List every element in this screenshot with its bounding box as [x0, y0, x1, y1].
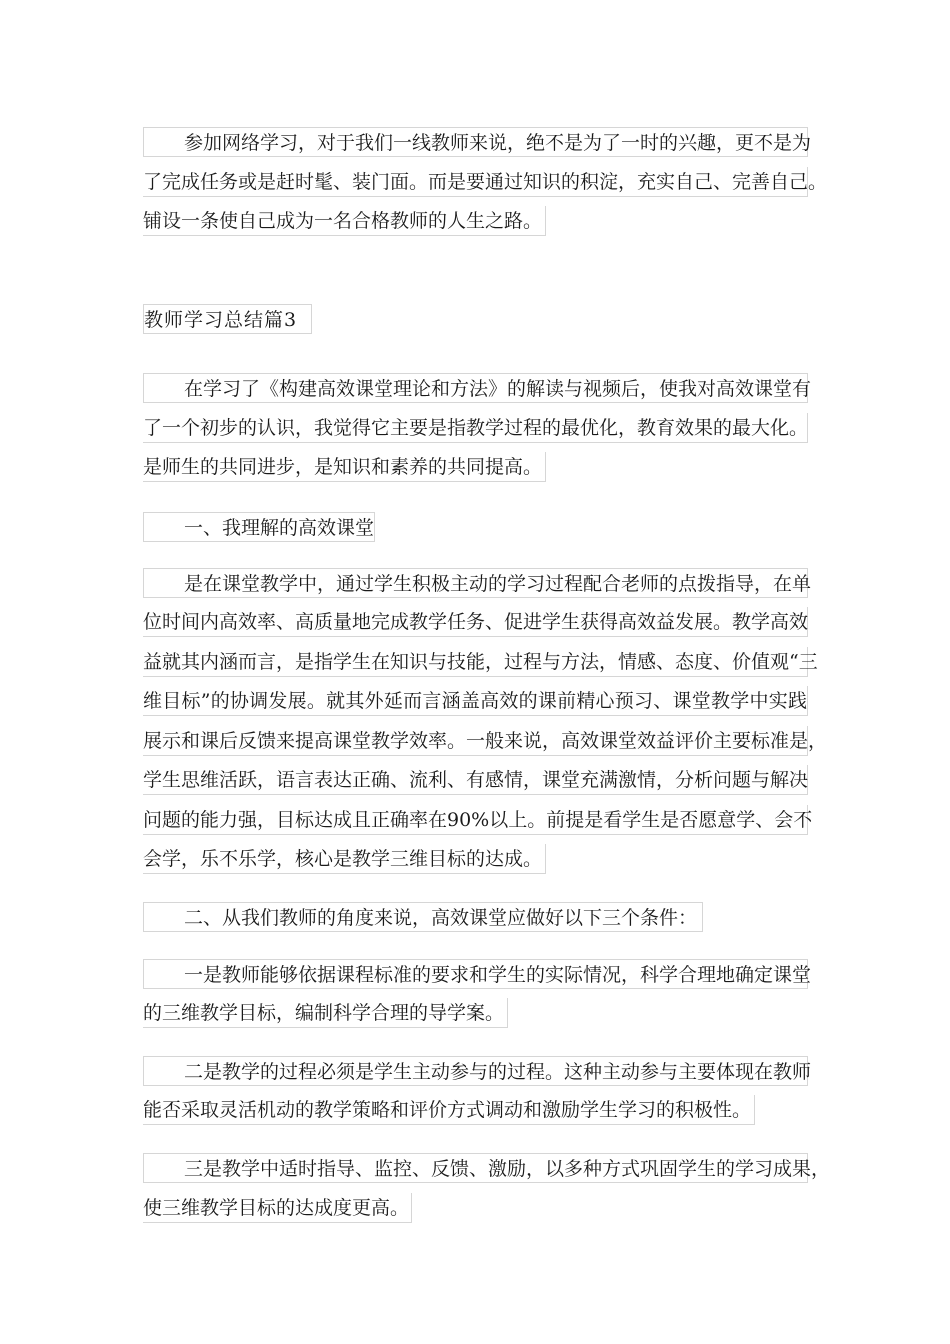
- paragraph-7-line-1: 二是教学的过程必须是学生主动参与的过程。这种主动参与主要体现在教师: [143, 1056, 808, 1086]
- paragraph-2-line-3: 是师生的共同进步，是知识和素养的共同提高。: [143, 452, 546, 482]
- paragraph-1-line-2: 了完成任务或是赶时髦、装门面。而是要通过知识的积淀，充实自己、完善自己。: [143, 167, 808, 197]
- paragraph-1-line-1: 参加网络学习，对于我们一线教师来说，绝不是为了一时的兴趣，更不是为: [143, 127, 808, 157]
- paragraph-1-line-3: 铺设一条使自己成为一名合格教师的人生之路。: [143, 206, 546, 236]
- paragraph-4-line-1: 是在课堂教学中，通过学生积极主动的学习过程配合老师的点拨指导，在单: [143, 568, 808, 598]
- paragraph-2-line-2: 了一个初步的认识，我觉得它主要是指教学过程的最优化，教育效果的最大化。: [143, 413, 808, 443]
- paragraph-4-line-3: 益就其内涵而言，是指学生在知识与技能，过程与方法，情感、态度、价值观“三: [143, 647, 808, 677]
- paragraph-7-line-2: 能否采取灵活机动的教学策略和评价方式调动和激励学生学习的积极性。: [143, 1095, 755, 1125]
- section-heading: 教师学习总结篇3: [143, 304, 312, 334]
- paragraph-4-line-7: 问题的能力强，目标达成且正确率在90%以上。前提是看学生是否愿意学、会不: [143, 805, 808, 835]
- paragraph-8-line-2: 使三维教学目标的达成度更高。: [143, 1193, 412, 1223]
- paragraph-4-line-6: 学生思维活跃，语言表达正确、流利、有感情，课堂充满激情，分析问题与解决: [143, 765, 808, 795]
- paragraph-4-line-8: 会学，乐不乐学，核心是教学三维目标的达成。: [143, 844, 546, 874]
- paragraph-8-line-1: 三是教学中适时指导、监控、反馈、激励，以多种方式巩固学生的学习成果，: [143, 1153, 808, 1183]
- paragraph-4-line-2: 位时间内高效率、高质量地完成教学任务、促进学生获得高效益发展。教学高效: [143, 607, 808, 637]
- subheading-1: 一、我理解的高效课堂: [143, 512, 375, 542]
- subheading-2: 二、从我们教师的角度来说，高效课堂应做好以下三个条件：: [143, 902, 703, 932]
- paragraph-6-line-1: 一是教师能够依据课程标准的要求和学生的实际情况，科学合理地确定课堂: [143, 959, 808, 989]
- paragraph-6-line-2: 的三维教学目标，编制科学合理的导学案。: [143, 998, 508, 1028]
- paragraph-2-line-1: 在学习了《构建高效课堂理论和方法》的解读与视频后，使我对高效课堂有: [143, 373, 808, 403]
- paragraph-4-line-4: 维目标”的协调发展。就其外延而言涵盖高效的课前精心预习、课堂教学中实践: [143, 686, 808, 716]
- paragraph-4-line-5: 展示和课后反馈来提高课堂教学效率。一般来说，高效课堂效益评价主要标准是，: [143, 726, 808, 756]
